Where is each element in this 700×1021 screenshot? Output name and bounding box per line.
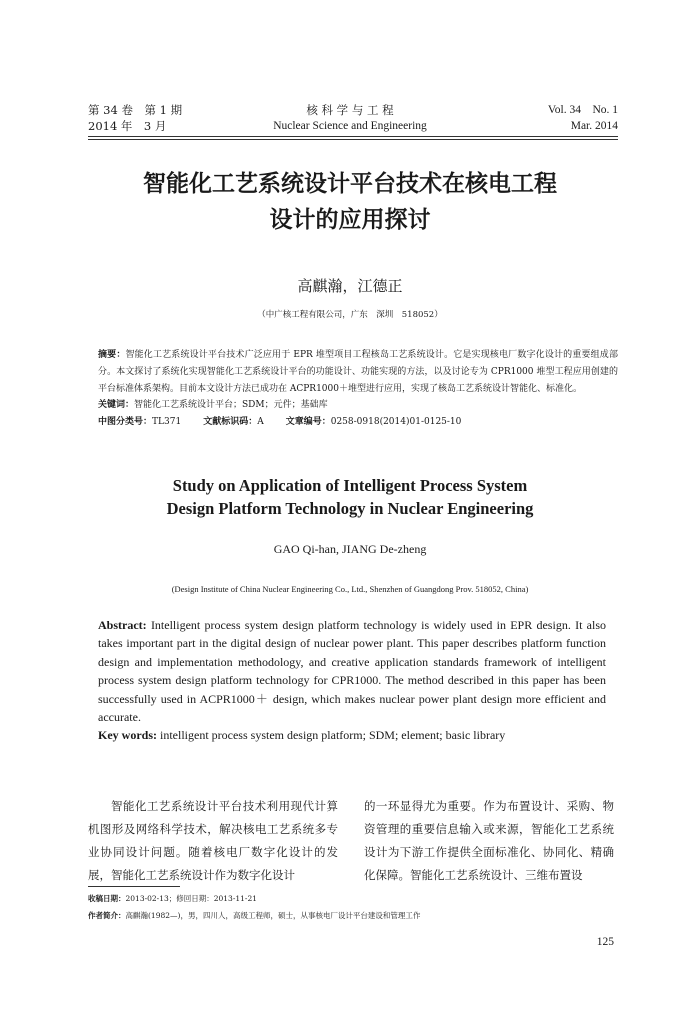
keywords-cn-text: 智能化工艺系统设计平台；SDM；元件；基础库 [134, 400, 328, 411]
authors-cn: 高麒瀚，江德正 [297, 277, 403, 295]
affiliation-cn: （中广核工程有限公司，广东 深圳 518052） [257, 310, 443, 320]
bio-value: 高麒瀚(1982—)，男，四川人，高级工程师，硕士，从事核电厂设计平台建设和管理工作 [125, 911, 421, 920]
volume-issue-cn: 第 34 卷 第 1 期 [88, 103, 183, 117]
body-column-right: 的一环显得尤为重要。作为布置设计、采购、物资管理的重要信息输入或来源，智能化工艺系统设计为下游工作提供全面标准化、协同化、精确化保障。智能化工艺系统设计、三维布置设 [364, 799, 614, 882]
journal-name-en: Nuclear Science and Engineering [273, 120, 427, 132]
keywords-en-label: Key words: [98, 728, 157, 743]
title-cn-line2: 设计的应用探讨 [269, 207, 431, 233]
article-label: 文章编号： [285, 417, 331, 428]
date-cn: 2014 年 3 月 [88, 119, 167, 133]
header-rule-bottom [88, 139, 618, 140]
footnote-rule [88, 886, 180, 887]
keywords-cn-label: 关键词： [98, 400, 135, 411]
clc-value: TL371 [152, 417, 182, 428]
dates-label: 收稿日期： [88, 894, 126, 903]
keywords-en [98, 726, 606, 744]
footnote-dates [88, 893, 257, 904]
date-en: Mar. 2014 [570, 120, 618, 132]
article-number [286, 414, 462, 431]
dates-value: 2013-02-13；修回日期：2013-11-21 [125, 894, 257, 903]
abstract-en [98, 616, 606, 726]
clc-number [98, 414, 181, 431]
keywords-en-text: intelligent process system design platform; SDM; element; basic library [160, 728, 506, 743]
title-cn-line1: 智能化工艺系统设计平台技术在核电工程 [143, 171, 557, 197]
abstract-cn [98, 347, 618, 397]
paper-title-en [0, 474, 700, 520]
body-column-left: 智能化工艺系统设计平台技术利用现代计算机图形及网络科学技术，解决核电工艺系统多专业协同设计问题。随着核电厂数字化设计的发展，智能化工艺系统设计作为数字化设计 [88, 799, 338, 882]
abstract-en-text: Intelligent process system design platform technology is widely used in EPR design. It also takes important part in the digital design of nuclear power plant. This paper describes platform function design and implementation methodology, and creative application standards framework of intelligent process system design platform technology for CPR1000. The method described in this paper has been successfully used in ACPR1000＋ design, which makes nuclear power plant design more efficient and accurate. [98, 618, 607, 725]
clc-label: 中图分类号： [98, 417, 153, 428]
volume-issue-en: Vol. 34 No. 1 [547, 104, 618, 116]
journal-volume-issue-en [548, 102, 618, 134]
article-value: 0258-0918(2014)01-0125-10 [330, 417, 462, 428]
title-en-line1: Study on Application of Intelligent Process System [172, 476, 528, 495]
document-code [203, 414, 264, 431]
abstract-cn-label: 摘要： [98, 350, 126, 360]
keywords-cn [98, 397, 618, 414]
header-rule-top [88, 136, 618, 137]
page-number: 125 [596, 936, 614, 948]
bio-label: 作者简介： [88, 911, 126, 920]
abstract-en-label: Abstract: [98, 618, 147, 632]
affiliation-en: (Design Institute of China Nuclear Engineering Co., Ltd., Shenzhen of Guangdong Prov. 518052, China) [171, 584, 529, 594]
classification-line [98, 414, 618, 431]
doccode-value: A [257, 417, 264, 428]
paper-title-cn [0, 166, 700, 238]
abstract-cn-block [98, 347, 618, 431]
authors-en: GAO Qi-han, JIANG De-zheng [273, 542, 427, 556]
title-en-line2: Design Platform Technology in Nuclear Engineering [166, 499, 534, 518]
journal-name-cn: 核 科 学 与 工 程 [306, 103, 394, 117]
doccode-label: 文献标识码： [203, 417, 258, 428]
abstract-cn-text: 智能化工艺系统设计平台技术广泛应用于 EPR 堆型项目工程核岛工艺系统设计。它是实现核电厂数字化设计的重要组成部分。本文探讨了系统化实现智能化工艺系统设计平台的功能设计、功能实现的方法，以及讨论专为 CPR1000 堆型工程应用创建的平台标准体系架构。目前本文设计方法已成功在 ACPR1000＋堆型进行应用，实现了核岛工艺系统设计智能化、标准化。 [98, 350, 618, 394]
abstract-en-block [98, 616, 606, 745]
footnote-author-bio [88, 910, 420, 921]
